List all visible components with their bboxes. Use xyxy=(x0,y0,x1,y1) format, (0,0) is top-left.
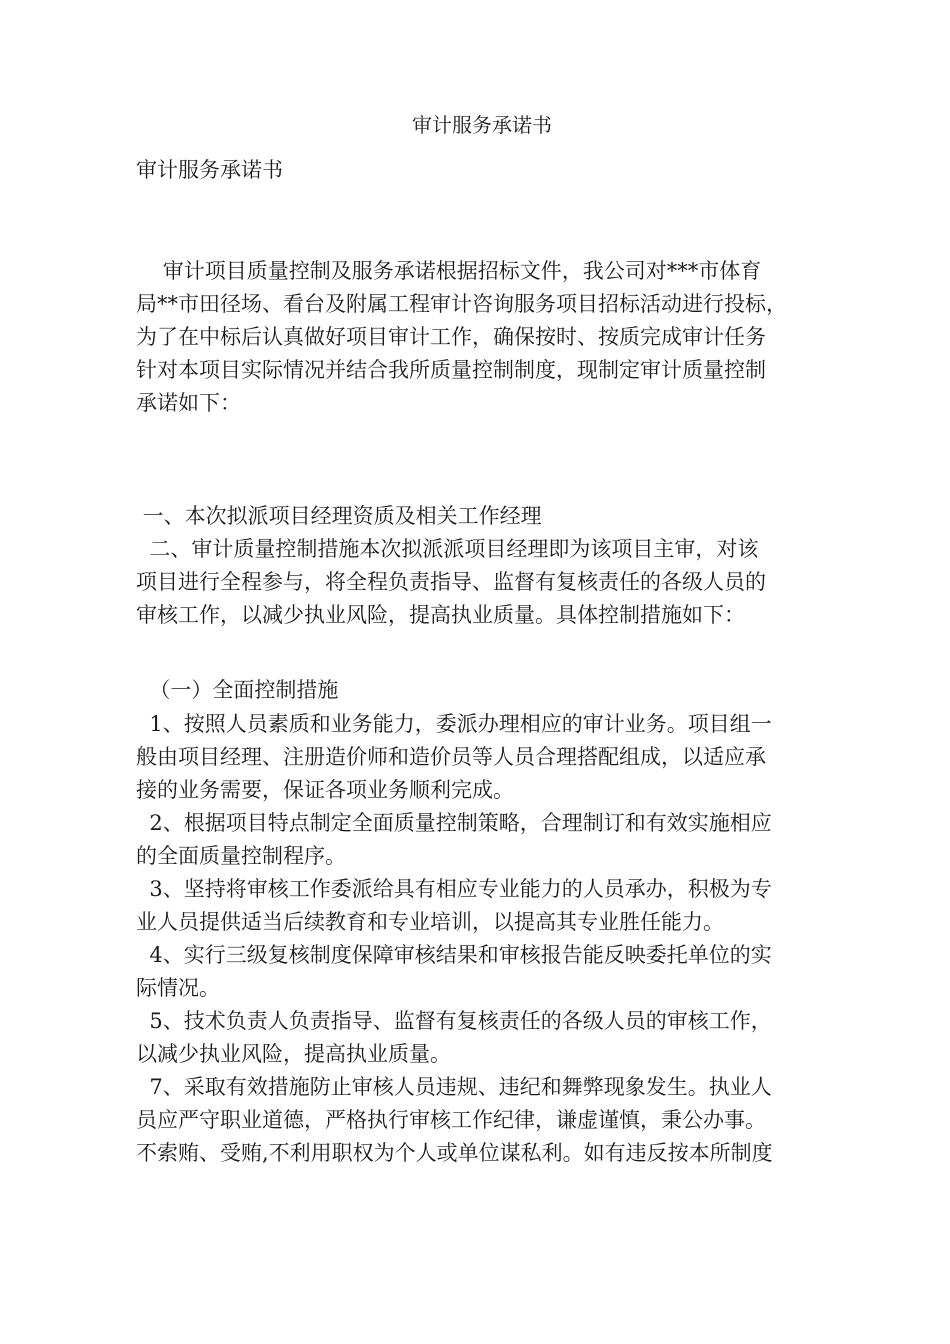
section-heading-two: 二、审计质量控制措施本次拟派派项目经理即为该项目主审，对该 xyxy=(136,537,759,561)
section-line: 审核工作，以减少执业风险，提高执业质量。具体控制措施如下： xyxy=(136,603,745,627)
intro-paragraph xyxy=(136,255,828,420)
measure-line: 不索贿、受贿,不利用职权为个人或单位谋私利。如有违反按本所制度 xyxy=(136,1141,773,1165)
measures-list xyxy=(136,708,828,1170)
measure-line: 以减少执业风险，提高执业质量。 xyxy=(136,1042,451,1066)
intro-line: 为了在中标后认真做好项目审计工作，确保按时、按质完成审计任务 xyxy=(136,325,766,349)
measure-line: 3、坚持将审核工作委派给具有相应专业能力的人员承办，积极为专 xyxy=(136,877,772,901)
measure-line: 1、按照人员素质和业务能力，委派办理相应的审计业务。项目组一 xyxy=(136,712,772,736)
document-subtitle: 审计服务承诺书 xyxy=(136,158,283,182)
section-heading-one: 一、本次拟派项目经理资质及相关工作经理 xyxy=(136,504,542,528)
intro-line: 承诺如下： xyxy=(136,391,241,415)
measure-line: 般由项目经理、注册造价师和造价员等人员合理搭配组成，以适应承 xyxy=(136,745,766,769)
measure-line: 接的业务需要，保证各项业务顺利完成。 xyxy=(136,778,514,802)
measure-line: 7、采取有效措施防止审核人员违规、违纪和舞弊现象发生。执业人 xyxy=(136,1075,772,1099)
measure-line: 际情况。 xyxy=(136,976,220,1000)
intro-line: 审计项目质量控制及服务承诺根据招标文件，我公司对***市体育 xyxy=(136,259,762,283)
document-title: 审计服务承诺书 xyxy=(412,113,552,137)
measure-line: 的全面质量控制程序。 xyxy=(136,844,346,868)
measure-line: 4、实行三级复核制度保障审核结果和审核报告能反映委托单位的实 xyxy=(136,943,772,967)
subsection-heading: （一）全面控制措施 xyxy=(136,678,339,702)
section-paragraph xyxy=(136,500,828,632)
subsection-heading-block xyxy=(136,674,828,707)
intro-line: 局**市田径场、看台及附属工程审计咨询服务项目招标活动进行投标， xyxy=(136,292,787,316)
measure-line: 5、技术负责人负责指导、监督有复核责任的各级人员的审核工作， xyxy=(136,1009,772,1033)
intro-line: 针对本项目实际情况并结合我所质量控制制度，现制定审计质量控制 xyxy=(136,358,766,382)
measure-line: 业人员提供适当后续教育和专业培训，以提高其专业胜任能力。 xyxy=(136,910,724,934)
measure-line: 2、根据项目特点制定全面质量控制策略，合理制订和有效实施相应 xyxy=(136,811,772,835)
section-line: 项目进行全程参与，将全程负责指导、监督有复核责任的各级人员的 xyxy=(136,570,766,594)
measure-line: 员应严守职业道德，严格执行审核工作纪律，谦虚谨慎，秉公办事。 xyxy=(136,1108,766,1132)
